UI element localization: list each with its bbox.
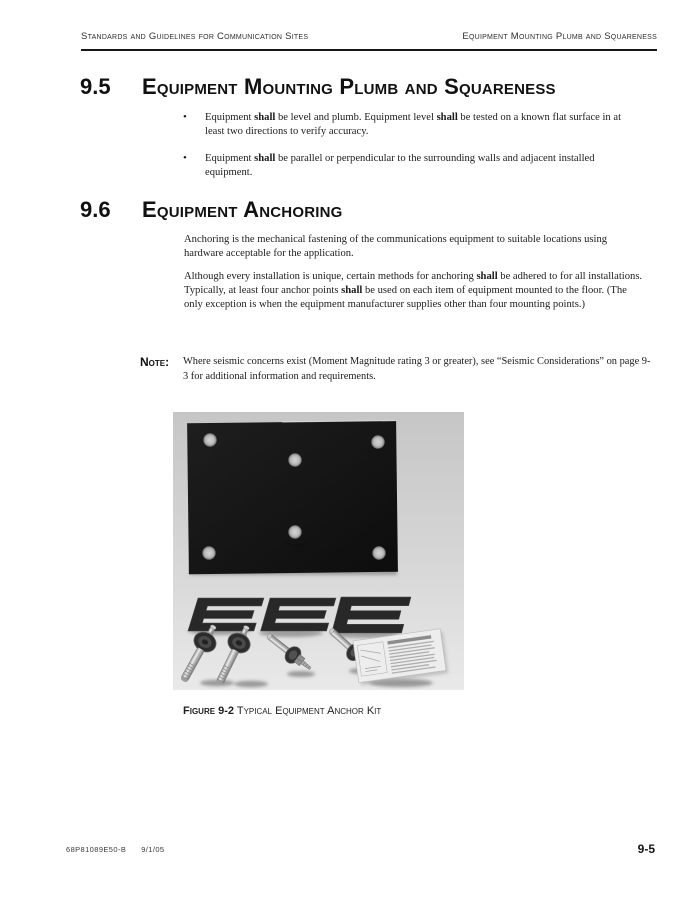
shim-e-2 [261, 598, 336, 631]
bullet-item-1 [205, 111, 642, 139]
bullet-marker: • [183, 152, 187, 164]
anchor-kit-photo [173, 412, 464, 690]
figure-caption-label: Figure 9-2 [183, 705, 235, 717]
figure-9-2-photo [173, 412, 464, 690]
shim-e-3 [332, 597, 411, 633]
para-2-text-3: be used on each item of equipment mounted to the floor. (The only exception is when the equipment manufacturer supplies other than four mounting points.) [184, 285, 627, 311]
para-2-shall-2: shall [341, 285, 363, 297]
paragraph-anchoring-2 [184, 270, 648, 313]
bullet-1-text: Equipment [205, 112, 255, 123]
shim-e-1 [188, 598, 264, 631]
page-number: 9-5 [637, 842, 655, 856]
note-text: Where seismic concerns exist (Moment Magnitude rating 3 or greater), see “Seismic Considerations” on page 9-3 for additional information and requirements. [183, 356, 651, 382]
para-2-text-2: be adhered to for all installations. Typically, at least four anchor points [184, 271, 643, 297]
header-rule [81, 49, 657, 51]
running-header-right: Equipment Mounting Plumb and Squareness [462, 31, 657, 42]
bullet-2-text: Equipment [205, 153, 255, 164]
bullet-1-text-2: be level and plumb. Equipment level [275, 112, 437, 123]
anchor-plate [187, 420, 398, 574]
page-footer-left [66, 845, 164, 854]
bullet-1-shall-1: shall [254, 112, 276, 123]
plate-hole [289, 526, 302, 539]
bullet-item-2 [205, 152, 642, 180]
section-9-5-title: Equipment Mounting Plumb and Squareness [142, 74, 556, 99]
note-label: Note: [140, 355, 170, 369]
section-9-6-title: Equipment Anchoring [142, 197, 343, 222]
anchor-shims [188, 597, 411, 633]
paragraph-anchoring-1: Anchoring is the mechanical fastening of the communications equipment to suitable locations using hardware acceptable for the application. [184, 234, 608, 260]
doc-number: 68P81089E50-B [66, 845, 127, 854]
plate-hole [289, 454, 302, 467]
section-9-5-number: 9.5 [80, 74, 111, 99]
bullet-2-text-2: be parallel or perpendicular to the surrounding walls and adjacent installed equipment. [205, 153, 595, 178]
plate-hole [204, 434, 217, 447]
bullet-marker: • [183, 111, 187, 123]
bullet-1-shall-2: shall [436, 112, 458, 123]
figure-caption-text: Typical Equipment Anchor Kit [236, 705, 382, 717]
para-2-shall-1: shall [476, 271, 498, 282]
bullet-1-text-3: be tested on a known flat surface in at least two directions to verify accuracy. [205, 112, 622, 137]
plate-hole [372, 436, 385, 449]
bullet-2-shall: shall [254, 153, 276, 164]
plate-hole [203, 547, 216, 560]
figure-caption [183, 705, 381, 717]
section-9-6-number: 9.6 [80, 197, 111, 222]
para-2-text: Although every installation is unique, certain methods for anchoring [184, 271, 477, 282]
plate-hole [373, 547, 386, 560]
running-header-left: Standards and Guidelines for Communication Sites [81, 31, 309, 42]
doc-date: 9/1/05 [141, 845, 165, 854]
